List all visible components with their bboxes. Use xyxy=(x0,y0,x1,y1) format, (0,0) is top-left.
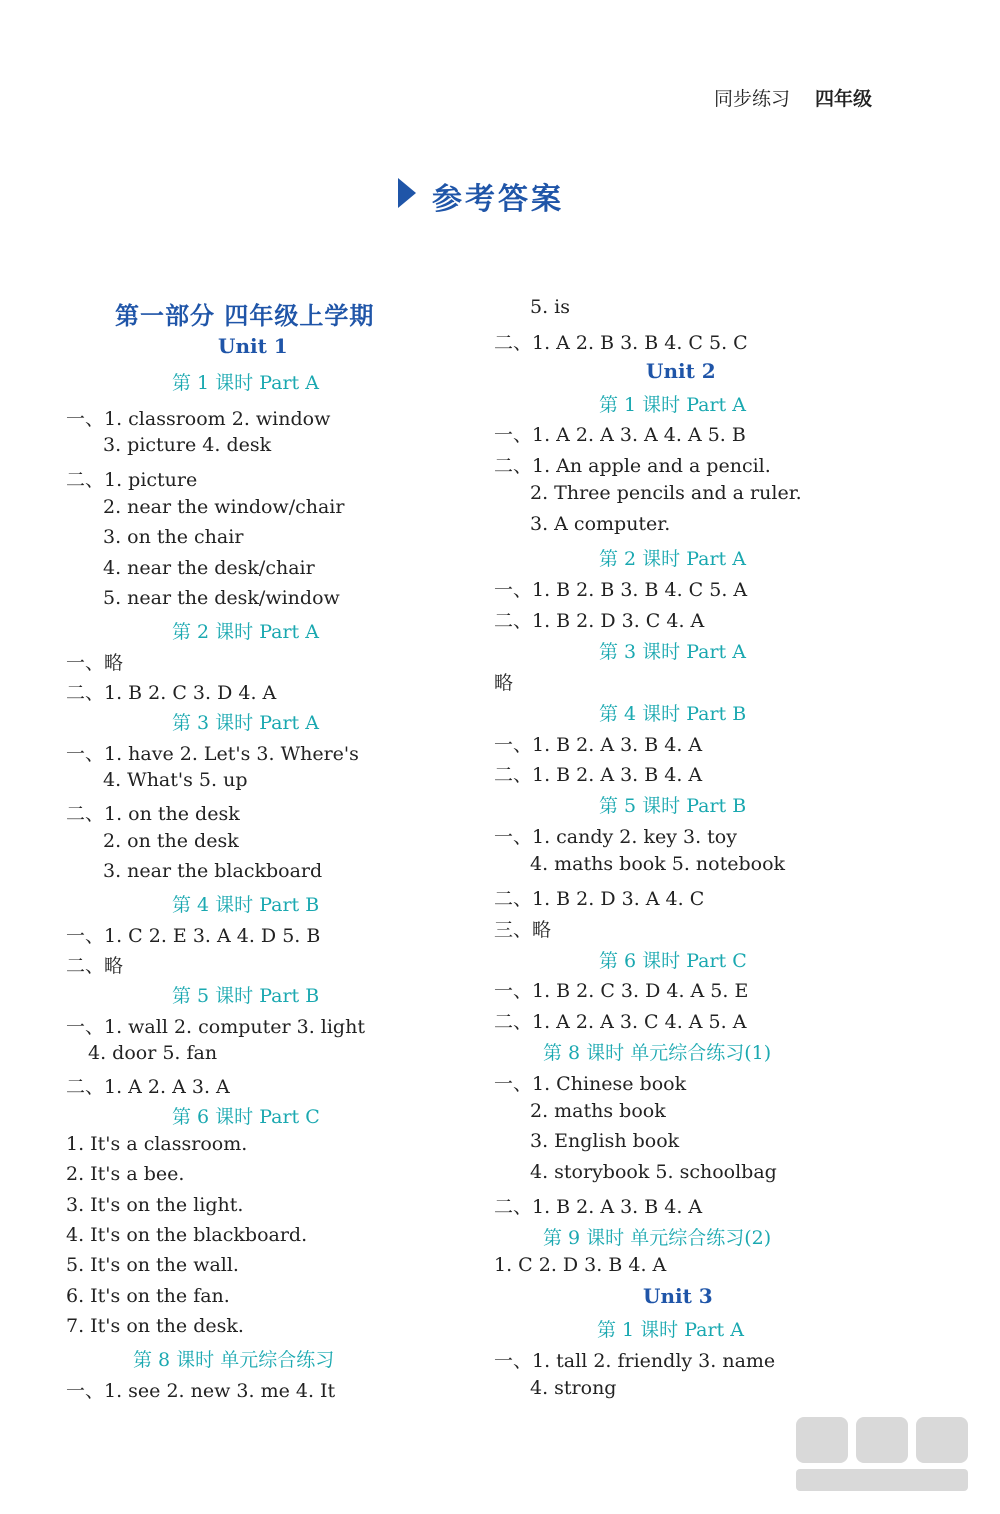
lesson-heading: 第 3 课时 Part A xyxy=(172,712,319,734)
unit-heading: Unit 3 xyxy=(643,1284,713,1308)
answer-line: 二、1. B 2. D 3. C 4. A xyxy=(494,610,705,632)
answer-line: 2. maths book xyxy=(530,1100,666,1122)
page-title: 参考答案 xyxy=(432,182,564,217)
lesson-heading: 第 3 课时 Part A xyxy=(599,641,746,663)
answer-line: 2. near the window/chair xyxy=(103,496,345,518)
answer-line: 一、1. tall 2. friendly 3. name xyxy=(494,1350,776,1372)
watermark-logo xyxy=(790,1411,980,1496)
answer-line: 一、1. see 2. new 3. me 4. It xyxy=(66,1380,336,1402)
answer-line: 4. strong xyxy=(530,1377,617,1399)
lesson-heading: 第 9 课时 单元综合练习(2) xyxy=(543,1227,772,1249)
answer-line: 3. A computer. xyxy=(530,513,671,535)
answer-line: 二、1. on the desk xyxy=(66,803,240,825)
answer-line: 一、1. C 2. E 3. A 4. D 5. B xyxy=(66,925,321,947)
answer-line: 3. It's on the light. xyxy=(66,1194,244,1216)
answer-line: 一、1. B 2. A 3. B 4. A xyxy=(494,734,703,756)
answer-line: 4. near the desk/chair xyxy=(103,557,315,579)
answer-line: 4. What's 5. up xyxy=(103,769,248,791)
answer-line: 一、略 xyxy=(66,652,124,674)
answer-line: 二、1. A 2. A 3. C 4. A 5. A xyxy=(494,1011,747,1033)
answer-line: 3. English book xyxy=(530,1130,680,1152)
lesson-heading: 第 8 课时 单元综合练习(1) xyxy=(543,1042,772,1064)
answer-line: 一、1. wall 2. computer 3. light xyxy=(66,1016,365,1038)
lesson-heading: 第 6 课时 Part C xyxy=(172,1106,320,1128)
answer-line: 二、1. B 2. A 3. B 4. A xyxy=(494,1196,703,1218)
answer-line: 二、略 xyxy=(66,955,124,977)
answer-line: 7. It's on the desk. xyxy=(66,1315,244,1337)
lesson-heading: 第 1 课时 Part A xyxy=(599,394,746,416)
answer-line: 3. picture 4. desk xyxy=(103,434,272,456)
answer-line: 略 xyxy=(494,672,514,694)
header-grade: 四年级 xyxy=(815,88,873,110)
answer-line: 二、1. B 2. A 3. B 4. A xyxy=(494,764,703,786)
answer-line: 2. It's a bee. xyxy=(66,1163,185,1185)
answer-line: 4. It's on the blackboard. xyxy=(66,1224,308,1246)
answer-line: 二、1. A 2. A 3. A xyxy=(66,1076,230,1098)
answer-line: 二、1. An apple and a pencil. xyxy=(494,455,771,477)
lesson-heading: 第 2 课时 Part A xyxy=(599,548,746,570)
answer-line: 三、略 xyxy=(494,919,552,941)
lesson-heading: 第 6 课时 Part C xyxy=(599,950,747,972)
lesson-heading: 第 4 课时 Part B xyxy=(172,894,320,916)
answer-line: 二、1. picture xyxy=(66,469,198,491)
unit-heading: Unit 1 xyxy=(218,334,288,358)
answer-line: 二、1. A 2. B 3. B 4. C 5. C xyxy=(494,332,748,354)
lesson-heading: 第 4 课时 Part B xyxy=(599,703,747,725)
unit-heading: Unit 2 xyxy=(646,359,716,383)
answer-line: 4. storybook 5. schoolbag xyxy=(530,1161,777,1183)
lesson-heading: 第 2 课时 Part A xyxy=(172,621,319,643)
answer-line: 5. It's on the wall. xyxy=(66,1254,239,1276)
answer-line: 二、1. B 2. D 3. A 4. C xyxy=(494,888,705,910)
answer-line: 1. It's a classroom. xyxy=(66,1133,248,1155)
answer-line: 4. maths book 5. notebook xyxy=(530,853,786,875)
answer-line: 5. is xyxy=(530,296,570,318)
lesson-heading: 第 1 课时 Part A xyxy=(597,1319,744,1341)
answer-line: 3. on the chair xyxy=(103,526,244,548)
answer-line: 一、1. B 2. C 3. D 4. A 5. E xyxy=(494,980,749,1002)
answer-line: 一、1. classroom 2. window xyxy=(66,408,331,430)
answer-line: 4. door 5. fan xyxy=(88,1042,218,1064)
answer-line: 2. Three pencils and a ruler. xyxy=(530,482,802,504)
arrow-icon xyxy=(397,178,417,208)
part-title: 第一部分 四年级上学期 xyxy=(115,301,375,330)
lesson-heading: 第 5 课时 Part B xyxy=(599,795,747,817)
answer-line: 一、1. B 2. B 3. B 4. C 5. A xyxy=(494,579,748,601)
answer-line: 5. near the desk/window xyxy=(103,587,340,609)
answer-line: 6. It's on the fan. xyxy=(66,1285,230,1307)
answer-line: 3. near the blackboard xyxy=(103,860,323,882)
header-book-title: 同步练习 xyxy=(714,88,791,110)
lesson-heading: 第 5 课时 Part B xyxy=(172,985,320,1007)
answer-line: 一、1. A 2. A 3. A 4. A 5. B xyxy=(494,424,746,446)
answer-line: 一、1. Chinese book xyxy=(494,1073,687,1095)
answer-line: 一、1. have 2. Let's 3. Where's xyxy=(66,743,359,765)
lesson-heading: 第 1 课时 Part A xyxy=(172,372,319,394)
answer-line: 二、1. B 2. C 3. D 4. A xyxy=(66,682,277,704)
answer-line: 1. C 2. D 3. B 4. A xyxy=(494,1254,667,1276)
answer-line: 2. on the desk xyxy=(103,830,239,852)
answer-line: 一、1. candy 2. key 3. toy xyxy=(494,826,737,848)
lesson-heading: 第 8 课时 单元综合练习 xyxy=(133,1349,335,1371)
